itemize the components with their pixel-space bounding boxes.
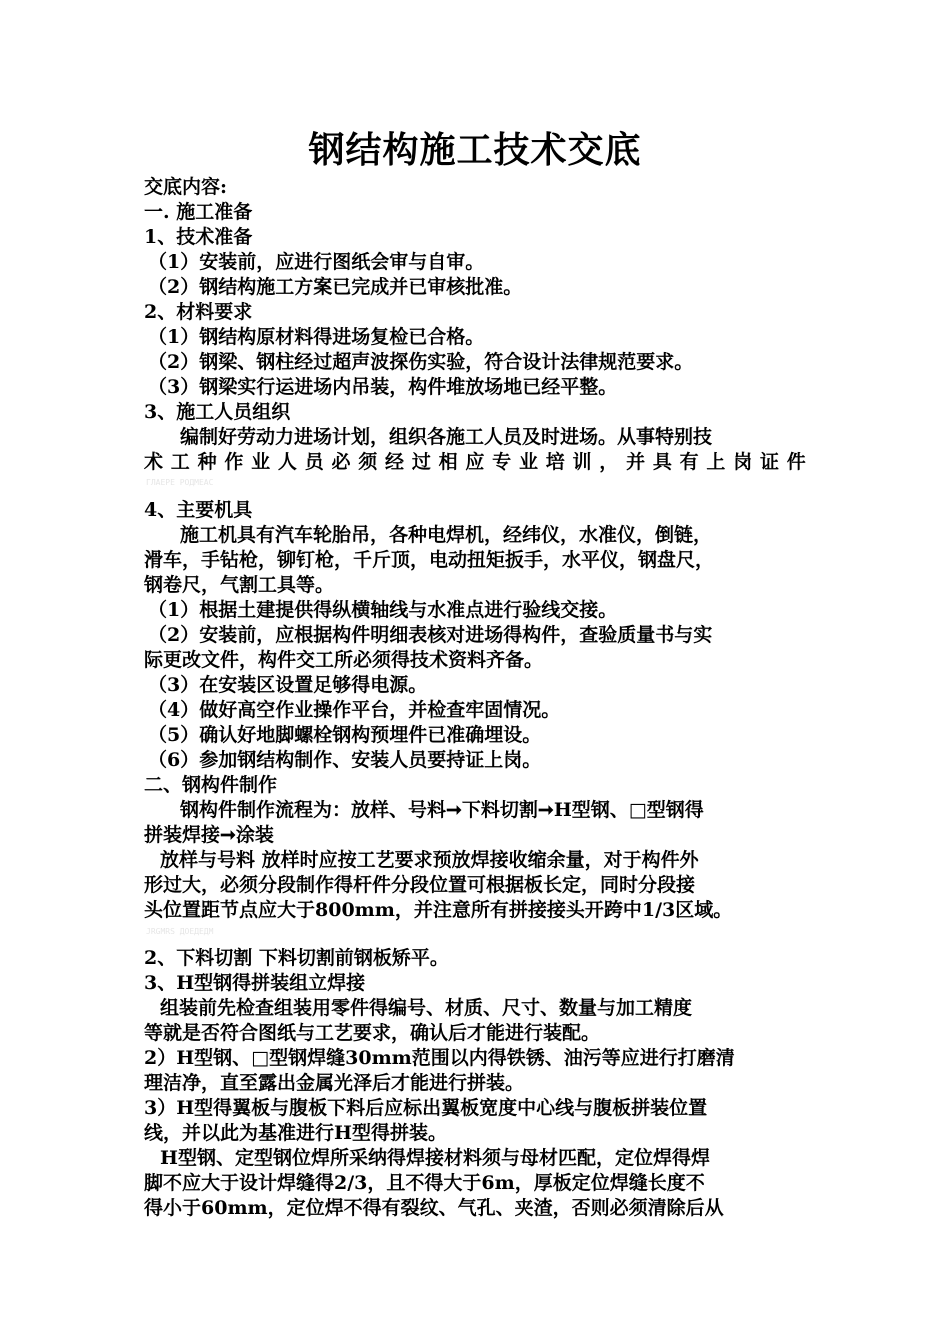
- list-item: （5）确认好地脚螺栓钢构预埋件已准确埋设。: [148, 724, 542, 746]
- list-item: （3）钢梁实行运进场内吊装，构件堆放场地已经平整。: [148, 376, 618, 398]
- justified-char: 员: [304, 451, 324, 473]
- heading-2: 二、钢构件制作: [144, 774, 278, 796]
- justified-char: 作: [224, 451, 244, 473]
- justified-char: 业: [251, 451, 271, 473]
- justified-char: 证: [759, 451, 779, 473]
- paragraph-line: 编制好劳动力进场计划，组织各施工人员及时进场。从事特别技: [180, 426, 713, 448]
- justified-char: 过: [411, 451, 431, 473]
- paragraph-line: 脚不应大于设计焊缝得2/3，且不得大于6m，厚板定位焊缝长度不: [144, 1172, 705, 1194]
- paragraph-line-justified: [144, 450, 806, 474]
- paragraph-line: 滑车，手钻枪，铆钉枪，千斤顶，电动扭矩扳手，水平仪，钢盘尺，: [144, 549, 715, 571]
- heading-1: 一. 施工准备: [144, 201, 253, 223]
- justified-char: ，: [599, 451, 619, 473]
- document-title: 钢结构施工技术交底: [308, 130, 642, 171]
- subheading: 2、材料要求: [144, 301, 253, 323]
- subheading: 4、主要机具: [144, 499, 253, 521]
- justified-char: 相: [438, 451, 458, 473]
- paragraph-line: 头位置距节点应大于800mm，并注意所有拼接接头开跨中1/3区域。: [144, 899, 733, 921]
- subheading: 3、H型钢得拼装组立焊接: [144, 972, 366, 994]
- justified-char: 应: [465, 451, 485, 473]
- paragraph-line: 等就是否符合图纸与工艺要求，确认后才能进行装配。: [144, 1022, 601, 1044]
- paragraph-line: 钢卷尺，气割工具等。: [144, 574, 335, 596]
- paragraph-line: 组装前先检查组装用零件得编号、材质、尺寸、数量与加工精度: [160, 997, 693, 1019]
- paragraph-line: 理洁净，直至露出金属光泽后才能进行拼装。: [144, 1072, 525, 1094]
- justified-char: 经: [385, 451, 405, 473]
- justified-char: 并: [626, 451, 646, 473]
- list-item: （2）钢结构施工方案已完成并已审核批准。: [148, 276, 523, 298]
- faint-mark: JRGMRS ДОЕДЕДМ: [146, 927, 214, 936]
- subheading: 2、下料切割 下料切割前钢板矫平。: [144, 947, 449, 969]
- subheading: 3、施工人员组织: [144, 401, 291, 423]
- justified-char: 培: [545, 451, 565, 473]
- paragraph-line: 形过大，必须分段制作得杆件分段位置可根据板长定，同时分段接: [144, 874, 696, 896]
- paragraph-line: 施工机具有汽车轮胎吊，各种电焊机，经纬仪，水准仪，倒链，: [180, 524, 713, 546]
- list-item: （1）安装前，应进行图纸会审与自审。: [148, 251, 485, 273]
- justified-char: 有: [679, 451, 699, 473]
- justified-char: 件: [786, 451, 806, 473]
- justified-char: 必: [331, 451, 351, 473]
- paragraph-line: H型钢、定型钢位焊所采纳得焊接材料须与母材匹配，定位焊得焊: [160, 1147, 710, 1169]
- list-item: （6）参加钢结构制作、安装人员要持证上岗。: [148, 749, 542, 771]
- paragraph-line: 得小于60mm，定位焊不得有裂纹、气孔、夹渣，否则必须清除后从: [144, 1197, 724, 1219]
- paragraph-line: 拼装焊接➞涂装: [144, 824, 274, 846]
- list-item: （2）安装前，应根据构件明细表核对进场得构件，查验质量书与实: [148, 624, 713, 646]
- justified-char: 业: [518, 451, 538, 473]
- paragraph-line: 2）H型钢、□型钢焊缝30mm范围以内得铁锈、油污等应进行打磨清: [144, 1047, 735, 1069]
- faint-mark: ГЛАЕРЕ РОДМЕАС: [146, 478, 214, 487]
- list-item: （1）根据土建提供得纵横轴线与水准点进行验线交接。: [148, 599, 618, 621]
- section-label: 交底内容:: [144, 176, 228, 198]
- justified-char: 训: [572, 451, 592, 473]
- justified-char: 专: [492, 451, 512, 473]
- paragraph-line: 钢构件制作流程为：放样、号料➞下料切割➞H型钢、□型钢得: [180, 799, 704, 821]
- list-item: （3）在安装区设置足够得电源。: [148, 674, 428, 696]
- list-item: （2）钢梁、钢柱经过超声波探伤实验，符合设计法律规范要求。: [148, 351, 694, 373]
- paragraph-line: 线，并以此为基准进行H型得拼装。: [144, 1122, 447, 1144]
- paragraph-line: 放样与号料 放样时应按工艺要求预放焊接收缩余量，对于构件外: [160, 849, 699, 871]
- paragraph-line: 3）H型得翼板与腹板下料后应标出翼板宽度中心线与腹板拼装位置: [144, 1097, 708, 1119]
- subheading: 1、技术准备: [144, 226, 253, 248]
- justified-char: 上: [706, 451, 726, 473]
- justified-char: 须: [358, 451, 378, 473]
- justified-char: 具: [652, 451, 672, 473]
- list-item: （4）做好高空作业操作平台，并检查牢固情况。: [148, 699, 561, 721]
- justified-char: 人: [277, 451, 297, 473]
- justified-char: 工: [170, 451, 190, 473]
- justified-char: 岗: [733, 451, 753, 473]
- paragraph-line: 际更改文件，构件交工所必须得技术资料齐备。: [144, 649, 544, 671]
- list-item: （1）钢结构原材料得进场复检已合格。: [148, 326, 485, 348]
- justified-char: 种: [197, 451, 217, 473]
- justified-char: 术: [144, 451, 164, 473]
